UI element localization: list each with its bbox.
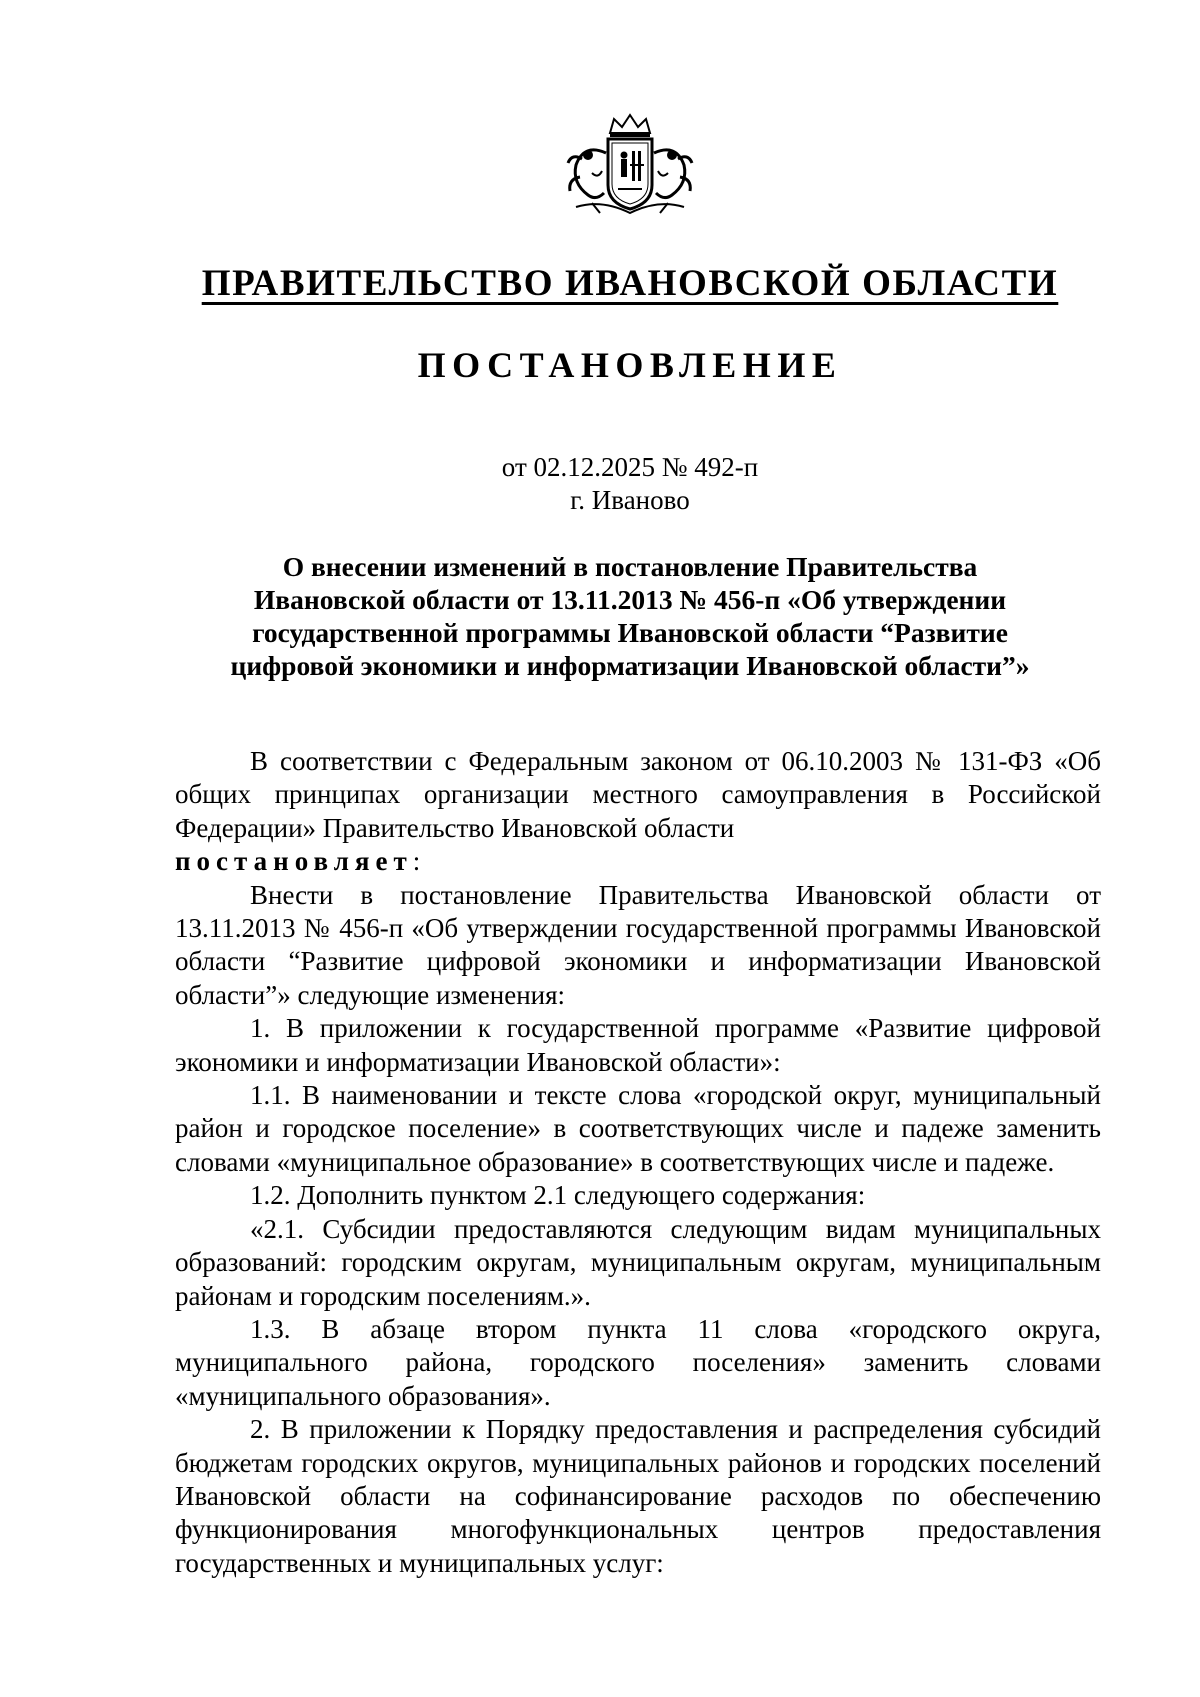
body-paragraph: 1.3. В абзаце втором пункта 11 слова «городского округа, муниципального района, городского поселения» заменить словами «муниципального образования». [175,1313,1101,1411]
document-type-heading: ПОСТАНОВЛЕНИЕ [417,345,843,385]
body-paragraph: 1.2. Дополнить пунктом 2.1 следующего содержания: [250,1180,866,1211]
ivanovo-coat-of-arms-icon [562,113,698,216]
document-subject [160,550,1100,682]
body-paragraph: 1.1. В наименовании и тексте слова «городской округ, муниципальный район и городское поселение» в соответствующих числе и падеже заменить словами «муниципальное образование» в соответствующих числе и падеже. [175,1080,1101,1177]
place: г. Иваново [570,485,690,515]
body-paragraph: Внести в постановление Правительства Ивановской области от 13.11.2013 № 456-п «Об утверждении государственной программы Ивановской области “Развитие цифровой экономики и информатизации Ивановской области”» следующие изменения: [175,879,1101,1010]
decree-paragraph [175,845,1101,878]
body-paragraph: «2.1. Субсидии предоставляются следующим видам муниципальных образований: городским округам, муниципальным округам, муниципальным районам и городским поселениям.». [175,1213,1101,1311]
body-paragraph: 2. В приложении к Порядку предоставления и распределения субсидий бюджетам городских округов, муниципальных районов и городских поселений Ивановской области на софинансирование расходов по обеспечению функционирования многофункциональных центров предоставления государственных и муниципальных услуг: [175,1414,1101,1578]
body-paragraph: 1. В приложении к государственной программе «Развитие цифровой экономики и информатизации Ивановской области»: [175,1013,1101,1077]
decree-colon: : [412,846,421,877]
preamble-text: В соответствии с Федеральным законом от 06.10.2003 № 131-ФЗ «Об общих принципах организации местного самоуправления в Российской Федерации» Правительство Ивановской области [175,746,1101,843]
document-body [175,745,1101,1580]
preamble-paragraph [175,745,1101,845]
decree-word: постановляет [175,846,413,877]
subject-line: цифровой экономики и информатизации Ивановской области”» [230,650,1030,681]
document-meta [0,451,1200,517]
organization-title [0,262,1200,306]
subject-line: Ивановской области от 13.11.2013 № 456-п «Об утверждении [253,584,1007,615]
organization-title-text: ПРАВИТЕЛЬСТВО ИВАНОВСКОЙ ОБЛАСТИ [201,263,1059,304]
subject-line: государственной программы Ивановской области “Развитие [252,617,1008,648]
date-number: от 02.12.2025 № 492-п [501,452,759,482]
coat-of-arms-emblem [562,113,698,216]
subject-line: О внесении изменений в постановление Правительства [282,551,978,582]
